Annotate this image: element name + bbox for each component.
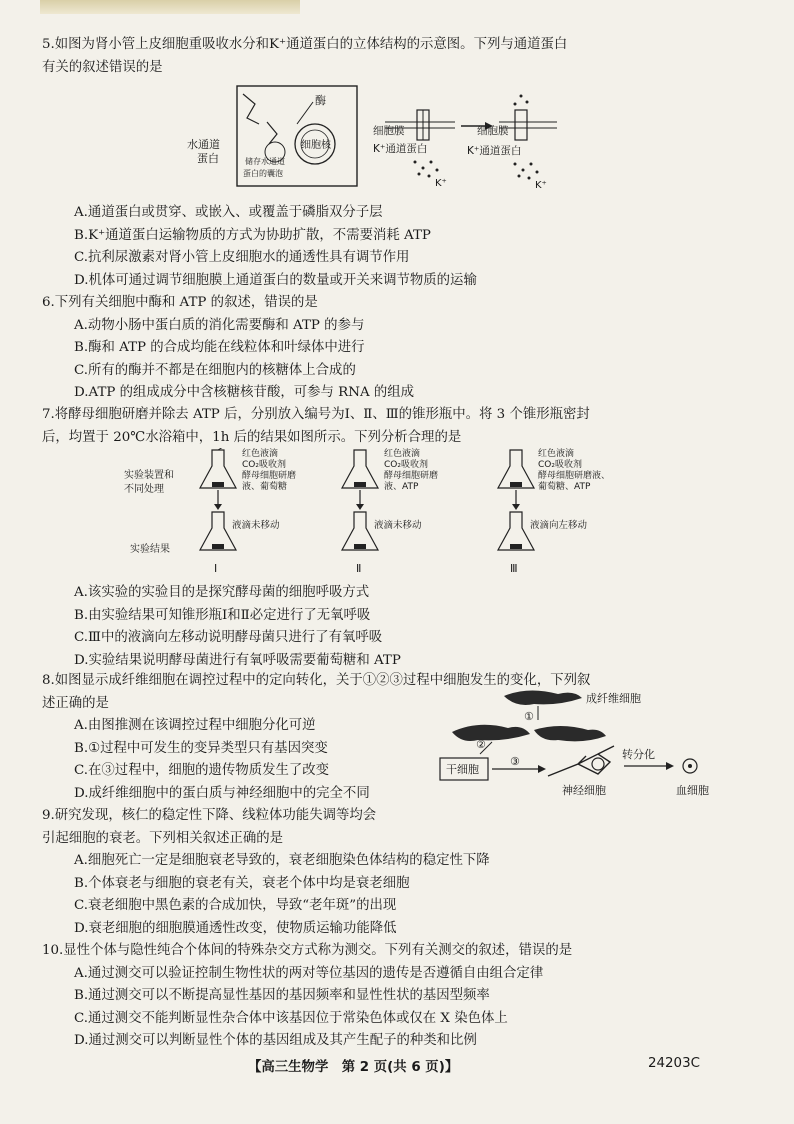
option-b: B.由实验结果可知锥形瓶Ⅰ和Ⅱ必定进行了无氧呼吸 <box>74 607 371 623</box>
label-red-drop: 红色液滴 <box>384 449 421 459</box>
option-a: A.通道蛋白或贯穿、或嵌入、或覆盖于磷脂双分子层 <box>74 205 383 220</box>
label-neuron: 神经细胞 <box>562 784 606 797</box>
label-content: 酵母细胞研磨 <box>242 471 297 481</box>
option-d: D.机体可通过调节细胞膜上通道蛋白的数量或开关来调节物质的运输 <box>74 272 477 288</box>
label-co2: CO₂吸收剂 <box>384 460 428 470</box>
question-10 <box>42 940 752 1053</box>
option-c: C.Ⅲ中的液滴向左移动说明酵母菌只进行了有氧呼吸 <box>74 630 383 645</box>
question-6 <box>42 292 752 405</box>
option-a: A.该实验的实验目的是探究酵母菌的细胞呼吸方式 <box>74 585 370 600</box>
figure-q7 <box>120 448 640 576</box>
question-stem: 8.如图显示成纤维细胞在调控过程中的定向转化，关于①②③过程中细胞发生的变化，下列叙 <box>42 673 591 688</box>
flask-1 <box>200 448 296 575</box>
label-nucleus: 细胞核 <box>301 140 331 151</box>
label-stem-cell: 干细胞 <box>446 763 479 776</box>
label-content: 酵母细胞研磨 <box>384 471 439 481</box>
option-c: C.所有的酶并不都是在细胞内的核糖体上合成的 <box>74 362 356 378</box>
question-stem: 7.将酵母细胞研磨并除去 ATP 后，分别放入编号为Ⅰ、Ⅱ、Ⅲ的锥形瓶中。将 3 个锥形瓶密封 <box>42 407 590 422</box>
label-water-channel: 水通道 <box>187 138 220 151</box>
option-c: C.衰老细胞中黑色素的合成加快，导致“老年斑”的出现 <box>74 898 397 913</box>
option-b: B.K⁺通道蛋白运输物质的方式为协助扩散，不需要消耗 ATP <box>74 227 431 243</box>
label-co2: CO₂吸收剂 <box>242 460 286 470</box>
step-1: ① <box>524 710 534 723</box>
scan-edge <box>40 0 300 14</box>
label-result: 实验结果 <box>130 544 170 555</box>
label-fibroblast: 成纤维细胞 <box>586 692 641 705</box>
flask-2 <box>342 448 438 575</box>
option-b: B.①过程中可发生的变异类型只有基因突变 <box>74 740 328 756</box>
question-stem: 后，均置于 20℃水浴箱中，1h 后的结果如图所示。下列分析合理的是 <box>42 429 462 445</box>
label-membrane: 细胞膜 <box>477 125 509 137</box>
question-7-options <box>42 582 752 672</box>
flask-3 <box>498 448 610 575</box>
option-d: D.实验结果说明酵母菌进行有氧呼吸需要葡萄糖和 ATP <box>74 652 401 668</box>
question-5-options <box>42 202 752 292</box>
option-a: A.由图推测在该调控过程中细胞分化可逆 <box>74 718 316 733</box>
label-membrane: 细胞膜 <box>373 125 405 137</box>
label-k-ion: K⁺ <box>535 180 547 191</box>
label-vesicle: 蛋白的囊泡 <box>243 169 283 178</box>
question-stem: 引起细胞的衰老。下列相关叙述正确的是 <box>42 830 284 846</box>
page-number: 【高三生物学 第 2 页(共 6 页)】 <box>248 1060 459 1075</box>
label-setup: 不同处理 <box>124 484 164 495</box>
flask-number: Ⅲ <box>510 562 518 575</box>
option-b: B.酶和 ATP 的合成均能在线粒体和叶绿体中进行 <box>74 340 365 355</box>
question-stem: 5.如图为肾小管上皮细胞重吸收水分和K⁺通道蛋白的立体结构的示意图。下列与通道蛋白 <box>42 37 568 52</box>
label-content: 液、葡萄糖 <box>242 482 288 492</box>
option-c: C.在③过程中，细胞的遗传物质发生了改变 <box>74 763 330 778</box>
paper-code: 24203C <box>648 1056 700 1071</box>
question-stem: 10.显性个体与隐性纯合个体间的特殊杂交方式称为测交。下列有关测交的叙述，错误的是 <box>42 943 573 958</box>
option-b: B.通过测交可以不断提高显性基因的基因频率和显性性状的基因型频率 <box>74 988 490 1003</box>
label-water-channel: 蛋白 <box>197 152 219 165</box>
label-blood-cell: 血细胞 <box>676 784 709 797</box>
label-k-channel: K⁺通道蛋白 <box>467 145 522 157</box>
label-transdifferentiation: 转分化 <box>622 748 655 761</box>
question-9 <box>42 805 752 940</box>
step-2: ② <box>476 738 486 751</box>
label-red-drop: 红色液滴 <box>538 449 575 459</box>
label-result: 液滴未移动 <box>232 520 280 531</box>
step-3: ③ <box>510 755 520 768</box>
figure-q8 <box>438 684 756 802</box>
label-result: 液滴向左移动 <box>530 520 588 531</box>
question-stem: 有关的叙述错误的是 <box>42 59 163 75</box>
label-setup: 实验装置和 <box>124 470 174 481</box>
flask-number: Ⅱ <box>356 562 362 575</box>
option-d: D.成纤维细胞中的蛋白质与神经细胞中的完全不同 <box>74 785 370 801</box>
label-content: 液、ATP <box>384 482 419 492</box>
question-5 <box>42 34 752 79</box>
question-7 <box>42 404 752 449</box>
question-stem: 述正确的是 <box>42 695 109 711</box>
label-result: 液滴未移动 <box>374 520 422 531</box>
label-co2: CO₂吸收剂 <box>538 460 582 470</box>
option-c: C.抗利尿激素对肾小管上皮细胞水的通透性具有调节作用 <box>74 250 410 265</box>
label-enzyme: 酶 <box>315 94 326 107</box>
question-stem: 6.下列有关细胞中酶和 ATP 的叙述，错误的是 <box>42 295 318 310</box>
label-content: 葡萄糖、ATP <box>538 482 591 492</box>
option-d: D.ATP 的组成成分中含核糖核苷酸，可参与 RNA 的组成 <box>74 385 415 400</box>
option-a: A.细胞死亡一定是细胞衰老导致的，衰老细胞染色体结构的稳定性下降 <box>74 853 490 868</box>
label-content: 酵母细胞研磨液、 <box>538 471 611 481</box>
label-red-drop: 红色液滴 <box>242 449 279 459</box>
label-vesicle: 储存水通道 <box>245 157 285 166</box>
option-a: A.通过测交可以验证控制生物性状的两对等位基因的遗传是否遵循自由组合定律 <box>74 965 544 981</box>
option-d: D.通过测交可以判断显性个体的基因组成及其产生配子的种类和比例 <box>74 1033 477 1048</box>
option-c: C.通过测交不能判断显性杂合体中该基因位于常染色体或仅在 X 染色体上 <box>74 1010 508 1026</box>
option-a: A.动物小肠中蛋白质的消化需要酶和 ATP 的参与 <box>74 317 365 333</box>
option-d: D.衰老细胞的细胞膜通透性改变，使物质运输功能降低 <box>74 920 397 936</box>
figure-q5 <box>185 82 585 194</box>
flask-number: Ⅰ <box>214 562 218 575</box>
question-stem: 9.研究发现，核仁的稳定性下降、线粒体功能失调等均会 <box>42 808 377 823</box>
option-b: B.个体衰老与细胞的衰老有关，衰老个体中均是衰老细胞 <box>74 875 410 891</box>
label-k-channel: K⁺通道蛋白 <box>373 143 428 155</box>
label-k-ion: K⁺ <box>435 178 447 189</box>
